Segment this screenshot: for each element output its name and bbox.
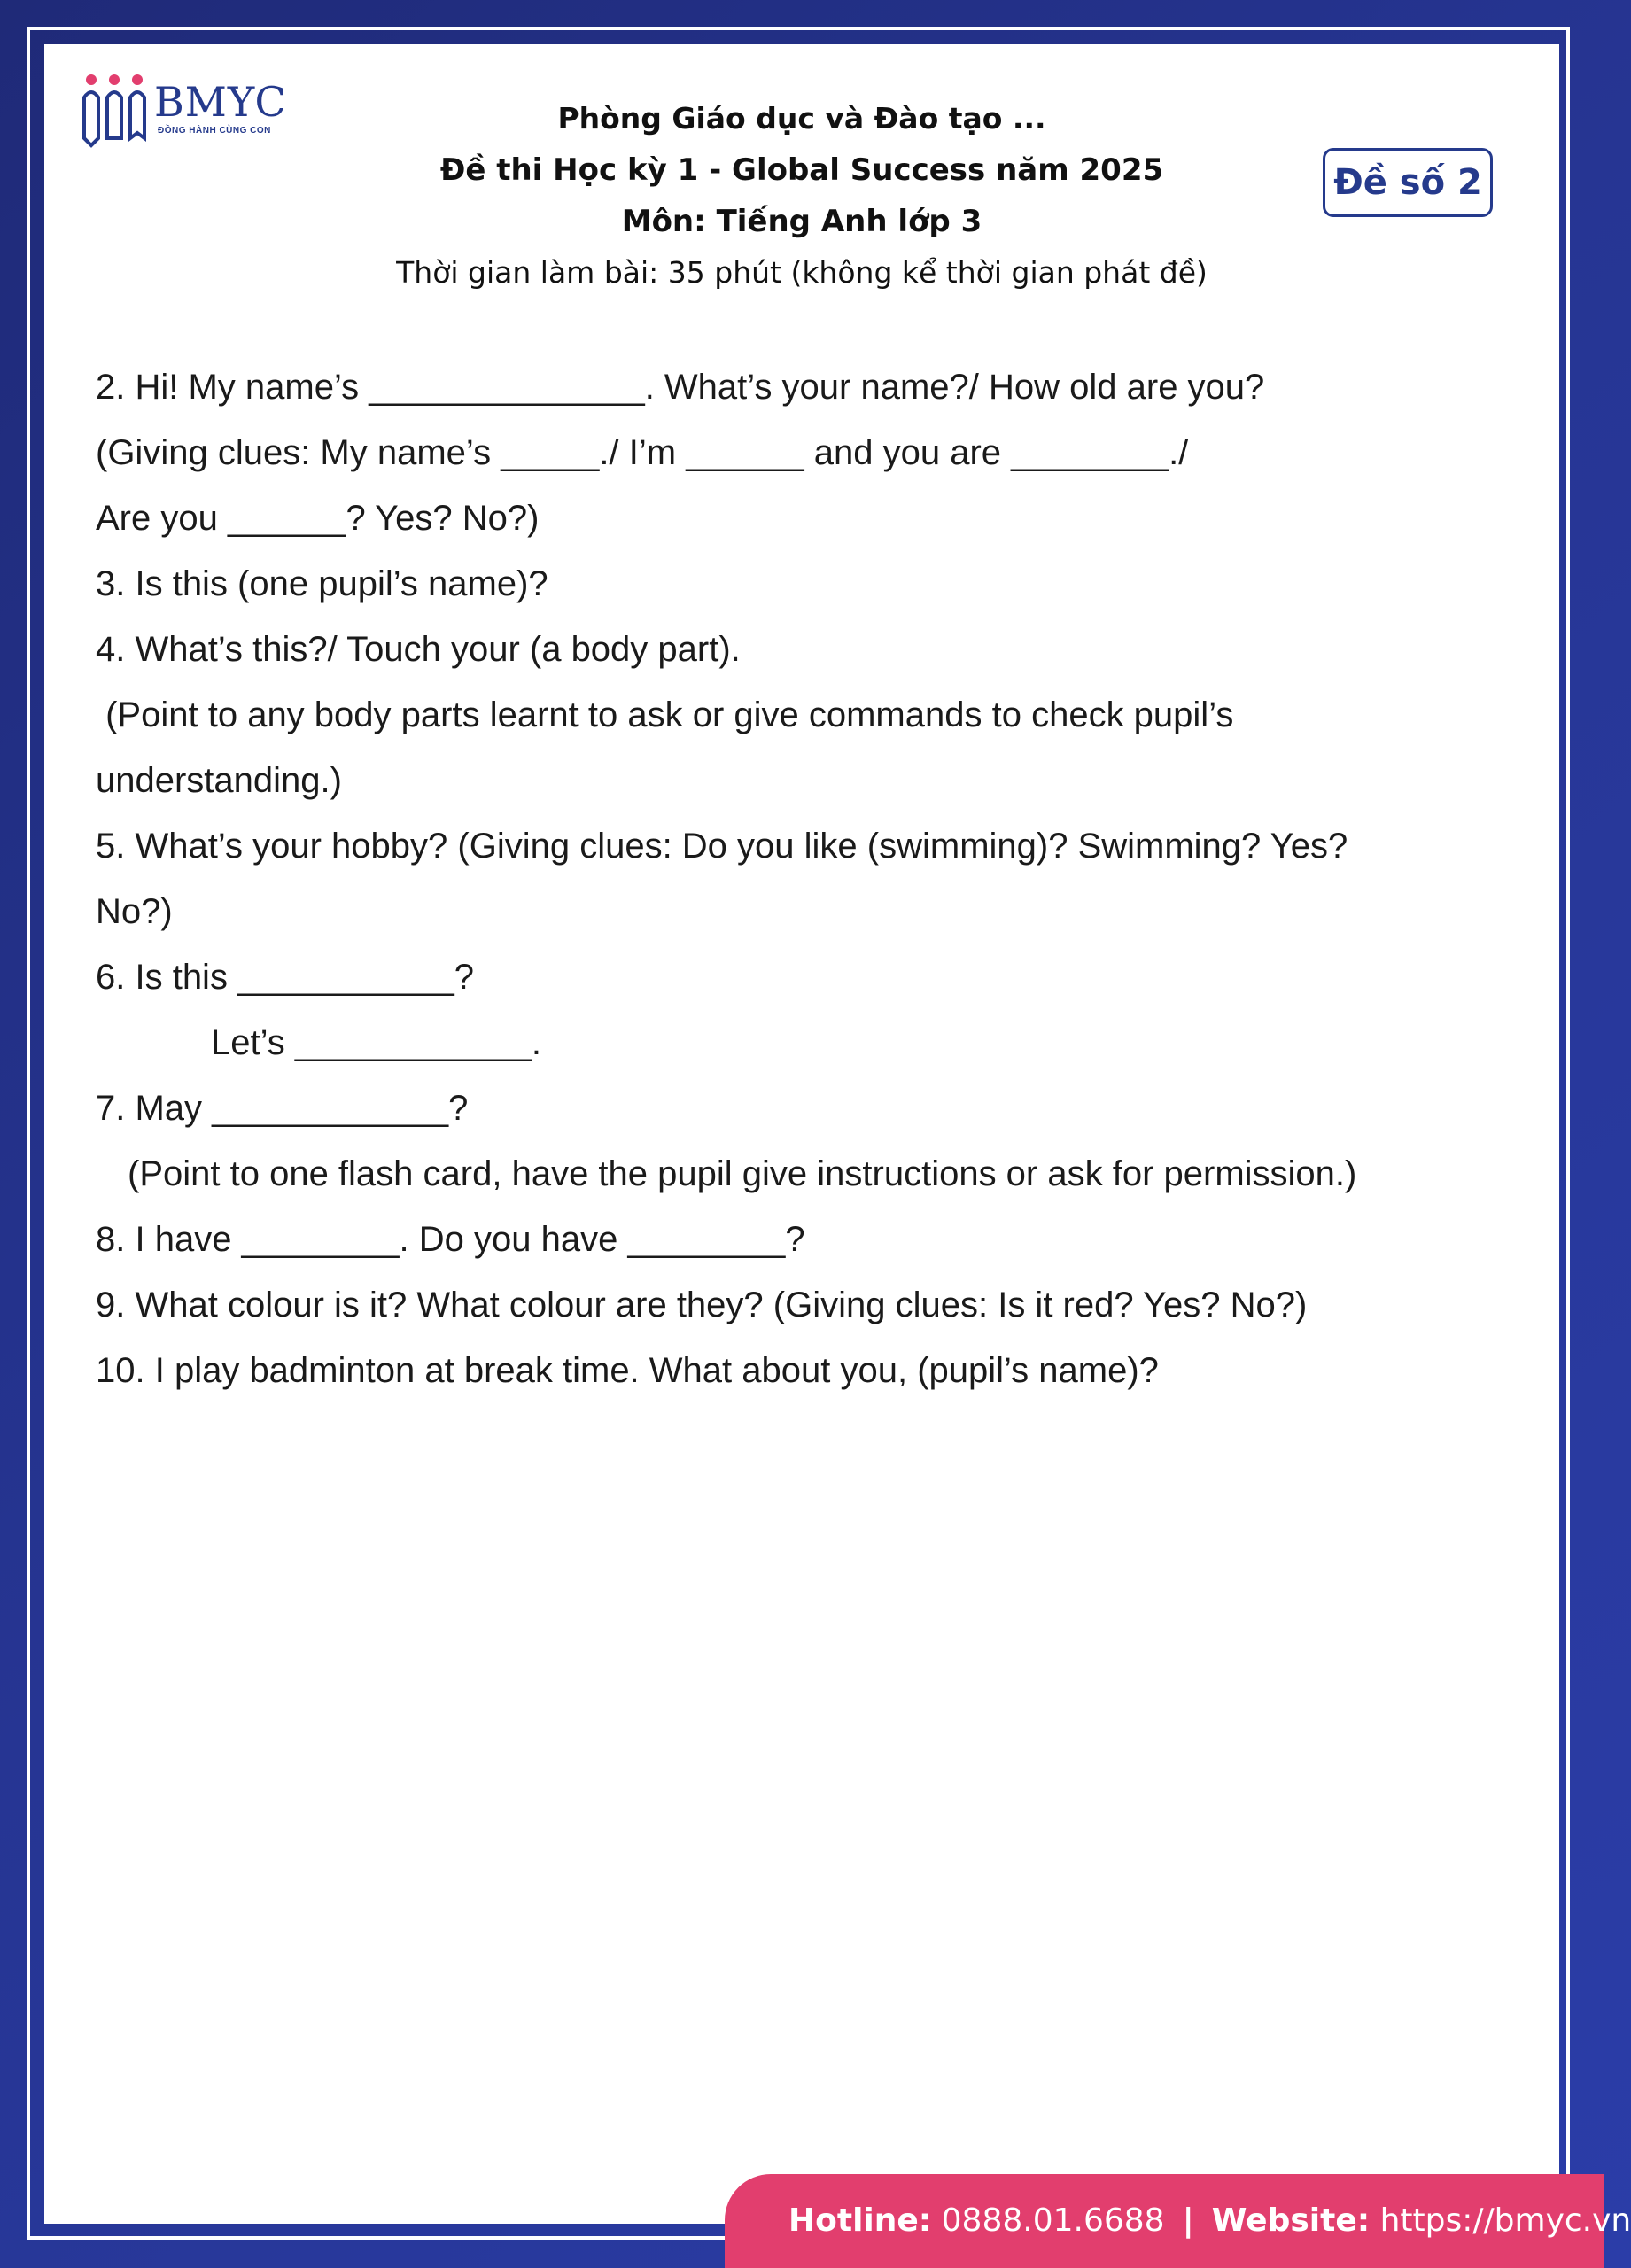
- question-line: 6. Is this ___________?: [96, 958, 475, 997]
- question-line: 2. Hi! My name’s ______________. What’s your name?/ How old are you?: [96, 368, 1265, 407]
- hotline-label: Hotline:: [788, 2202, 932, 2239]
- question-line: 5. What’s your hobby? (Giving clues: Do you like (swimming)? Swimming? Yes?: [96, 827, 1348, 866]
- question-line: No?): [96, 892, 173, 931]
- department-heading: Phòng Giáo dục và Đào tạo ...: [557, 101, 1046, 136]
- website-link[interactable]: https://bmyc.vn: [1379, 2202, 1631, 2239]
- footer-separator: |: [1182, 2202, 1194, 2239]
- subject-heading: Môn: Tiếng Anh lớp 3: [621, 204, 982, 239]
- logo-tagline: ĐỒNG HÀNH CÙNG CON: [158, 126, 271, 136]
- question-line: understanding.): [96, 761, 342, 800]
- website-label: Website:: [1211, 2202, 1371, 2239]
- exam-page: [44, 44, 1559, 2224]
- question-line: (Point to one flash card, have the pupil give instructions or ask for permission.): [128, 1154, 1357, 1193]
- question-line: Let’s ____________.: [211, 1023, 541, 1062]
- question-line: 9. What colour is it? What colour are they? (Giving clues: Is it red? Yes? No?): [96, 1285, 1308, 1324]
- question-line: 3. Is this (one pupil’s name)?: [96, 564, 548, 603]
- question-line: Are you ______? Yes? No?): [96, 499, 540, 538]
- contact-footer: [725, 2174, 1631, 2268]
- question-line: 4. What’s this?/ Touch your (a body part).: [96, 630, 741, 669]
- question-line: (Point to any body parts learnt to ask or give commands to check pupil’s: [96, 695, 1234, 734]
- logo-name: BMYC: [154, 78, 287, 126]
- question-line: 7. May ____________?: [96, 1089, 469, 1128]
- question-line: 10. I play badminton at break time. What about you, (pupil’s name)?: [96, 1351, 1159, 1390]
- exam-number-badge: Đề số 2: [1323, 148, 1493, 217]
- time-limit: Thời gian làm bài: 35 phút (không kể thời gian phát đề): [396, 255, 1208, 290]
- exam-title: Đề thi Học kỳ 1 - Global Success năm 2025: [439, 152, 1164, 188]
- question-list: [96, 354, 1513, 1403]
- hotline-number[interactable]: 0888.01.6688: [941, 2202, 1165, 2239]
- question-line: (Giving clues: My name’s _____./ I’m ______ and you are ________./: [96, 433, 1189, 472]
- question-line: 8. I have ________. Do you have ________?: [96, 1220, 805, 1259]
